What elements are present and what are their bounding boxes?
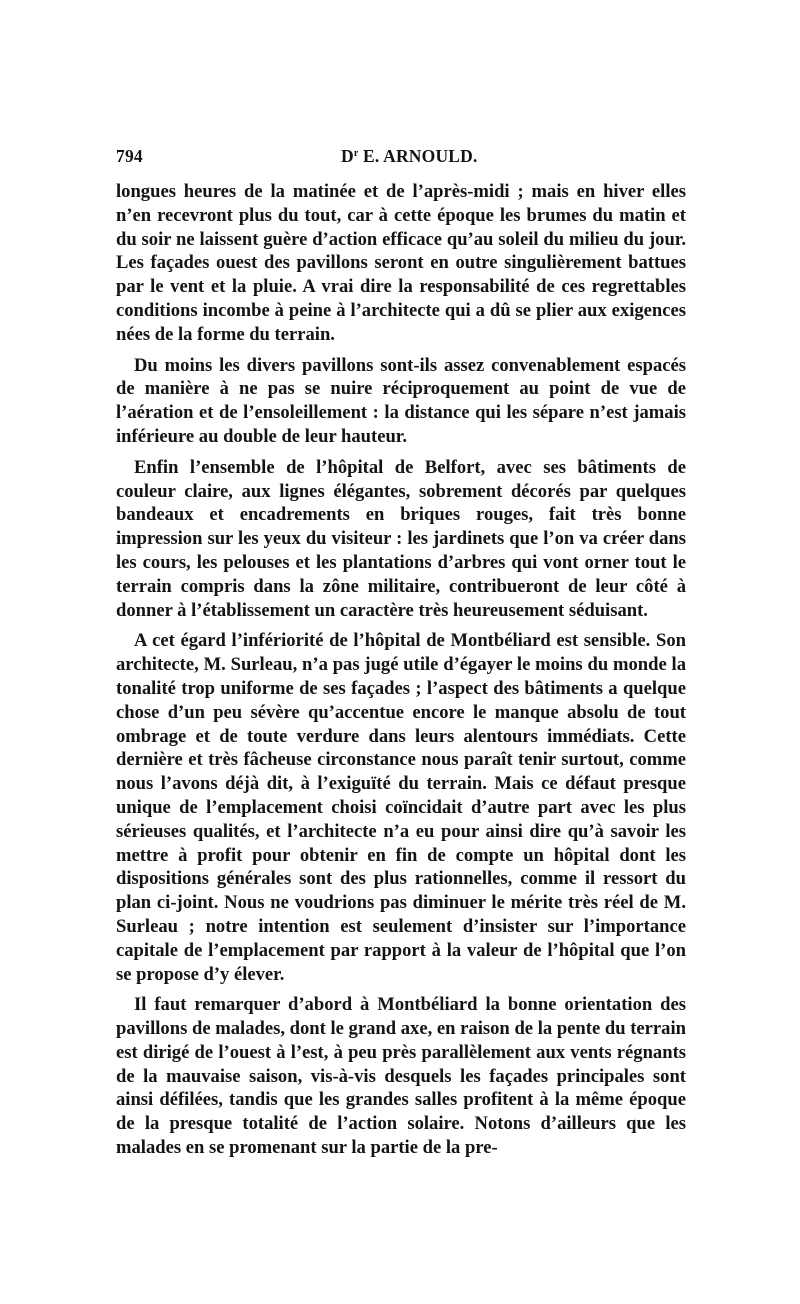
paragraph-continued: longues heures de la matinée et de l’après-midi ; mais en hiver elles n’en recevront plus du tout, car à cette époque les brumes du matin et du soir ne laissent guère d’action efficace qu’au soleil du milieu du jour. Les façades ouest des pavillons seront en outre singulièrement battues par le vent et la pluie. A vrai dire la responsabilité de ces regrettables conditions incombe à peine à l’architecte qui a dû se plier aux exigences nées de la forme du terrain. bbox=[116, 181, 686, 345]
author-prefix-superscript: r bbox=[353, 148, 359, 159]
page-header bbox=[116, 146, 686, 172]
paragraph: Du moins les divers pavillons sont-ils assez convenablement espacés de manière à ne pas se nuire réciproquement au point de vue de l’aération et de l’ensoleillement : la distance qui les sépare n’est jamais inférieure au double de leur hauteur. bbox=[116, 354, 686, 447]
body-text bbox=[116, 180, 686, 1167]
running-title bbox=[341, 146, 478, 167]
author-name: E. ARNOULD. bbox=[358, 146, 478, 166]
paragraph: Il faut remarquer d’abord à Montbéliard la bonne orientation des pavillons de malades, dont le grand axe, en raison de la pente du terrain est dirigé de l’ouest à l’est, à peu près parallèlement aux vents régnants de la mauvaise saison, vis-à-vis desquels les façades principales sont ainsi défilées, tandis que les grandes salles profitent à la même époque de la presque totalité de l’action solaire. Notons d’ailleurs que les malades en se promenant sur la partie de la pre- bbox=[116, 994, 686, 1159]
paragraph: Enfin l’ensemble de l’hôpital de Belfort, avec ses bâtiments de couleur claire, aux lignes élégantes, sobrement décorés par quelques bandeaux et encadrements en briques rouges, fait très bonne impression sur les yeux du visiteur : les jardinets que l’on va créer dans les cours, les pelouses et les plantations d’arbres qui vont orner tout le terrain compris dans la zône militaire, contribueront de leur côté à donner à l’établissement un caractère très heureusement séduisant. bbox=[116, 456, 686, 621]
paragraph: A cet égard l’infériorité de l’hôpital de Montbéliard est sensible. Son architecte, M. Surleau, n’a pas jugé utile d’égayer le moins du monde la tonalité trop uniforme de ses façades ; l’aspect des bâtiments a quelque chose d’un peu sévère qu’accentue encore le manque absolu de tout ombrage et de toute verdure dans leurs alentours immédiats. Cette dernière et très fâcheuse circonstance nous paraît tenir surtout, comme nous l’avons déjà dit, à l’exiguïté du terrain. Mais ce défaut presque unique de l’emplacement choisi coïncidait d’autre part avec les plus sérieuses qualités, et l’architecte n’a eu pour ainsi dire qu’à savoir les mettre à profit pour obtenir en fin de compte un hôpital dont les dispositions générales sont des plus rationnelles, comme il ressort du plan ci-joint. Nous ne voudrions pas diminuer le mérite très réel de M. Surleau ; notre intention est seulement d’insister sur l’importance capitale de l’emplacement par rapport à la valeur de l’hôpital que l’on se propose d’y élever. bbox=[116, 630, 686, 985]
page-number: 794 bbox=[116, 146, 143, 166]
author-prefix: D bbox=[341, 146, 354, 166]
